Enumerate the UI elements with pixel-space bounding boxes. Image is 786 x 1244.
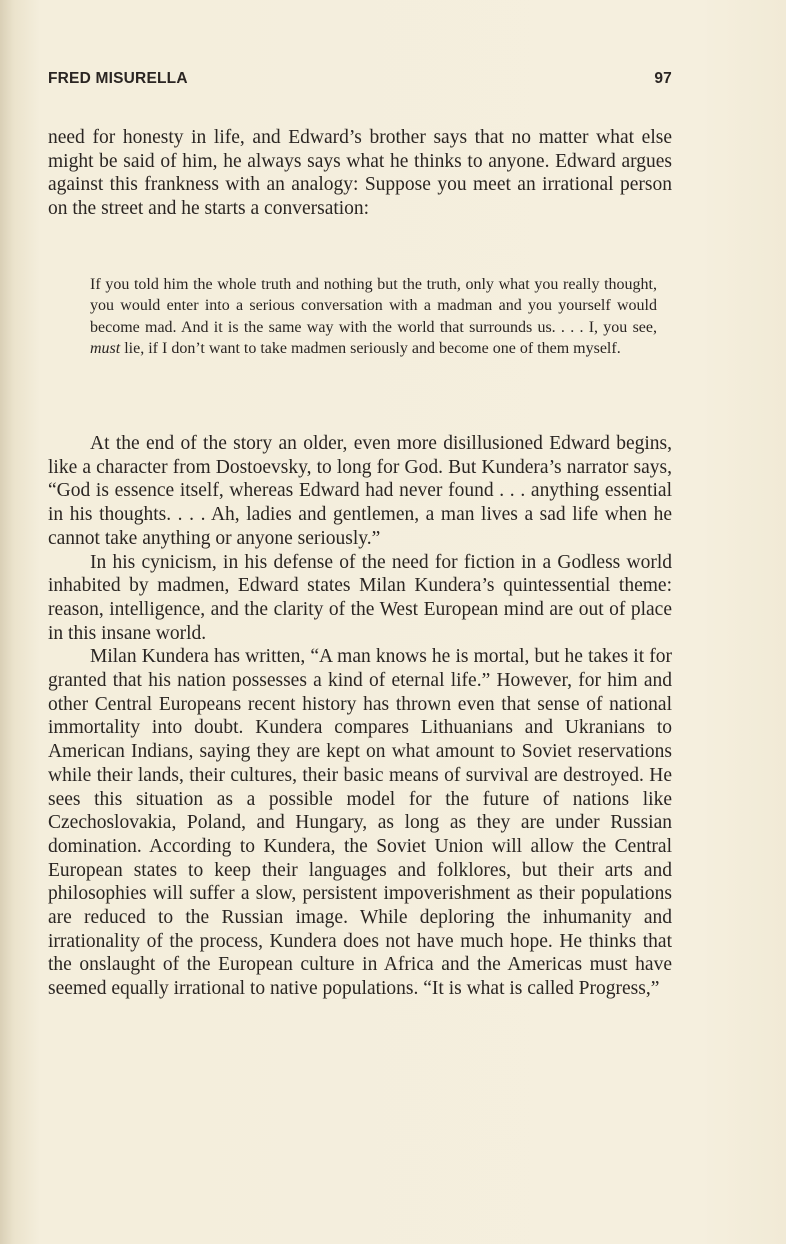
page-number: 97 xyxy=(654,70,672,87)
running-head-author: FRED MISURELLA xyxy=(48,70,188,87)
body-paragraphs xyxy=(48,432,672,1001)
paragraph-edward-ending: At the end of the story an older, even more disillusioned Edward begins, like a character from Dostoevsky, to long for God. But Kundera’s narrator says, “God is essence itself, whereas Edward had never found . . . anything essential in his thoughts. . . . Ah, ladies and gentlemen, a man lives a sad life when he cannot take anything or anyone seriously.” xyxy=(48,433,672,549)
quote-text-end: lie, if I don’t want to take madmen seriously and become one of them myself. xyxy=(120,339,621,357)
block-quote xyxy=(90,274,657,359)
paragraph-cynicism: In his cynicism, in his defense of the need for fiction in a Godless world inhabited by madmen, Edward states Milan Kundera’s quintessential theme: reason, intelligence, and the clarity of the West European mind are out of place in this insane world. xyxy=(48,551,672,644)
running-head xyxy=(48,70,672,92)
quote-text-start: If you told him the whole truth and nothing but the truth, only what you really thought, you would enter into a serious conversation with a madman and you yourself would become mad. And it is the same way with the world that surrounds us. . . . I, you see, xyxy=(90,276,657,336)
paragraph-text: need for honesty in life, and Edward’s brother says that no matter what else might be said of him, he always says what he thinks to anyone. Edward argues against this frankness with an analogy: Suppose you meet an irrational person on the street and he starts a conversation: xyxy=(48,127,672,220)
quote-emphasis: must xyxy=(90,339,121,357)
paragraph-kundera-nations: Milan Kundera has written, “A man knows he is mortal, but he takes it for granted that his nation possesses a kind of eternal life.” However, for him and other Central Europeans recent history has thrown even that sense of national immortality into doubt. Kundera compares Lithuanians and Ukranians to American Indians, saying they are kept on what amount to Soviet reservations while their lands, their cultures, their basic means of survival are destroyed. He sees this situation as a possible model for the future of nations like Czechoslovakia, Poland, and Hungary, as long as they are under Russian domination. According to Kundera, the Soviet Union will allow the Central European states to keep their languages and folklores, but their arts and philosophies will suffer a slow, persistent impoverishment as their populations are reduced to the Russian image. While deploring the inhumanity and irrationality of the process, Kundera does not have much hope. He thinks that the onslaught of the European culture in Africa and the Americas must have seemed equally irrational to native populations. “It is what is called Progress,” xyxy=(48,646,672,1000)
paragraph-intro xyxy=(48,126,672,221)
